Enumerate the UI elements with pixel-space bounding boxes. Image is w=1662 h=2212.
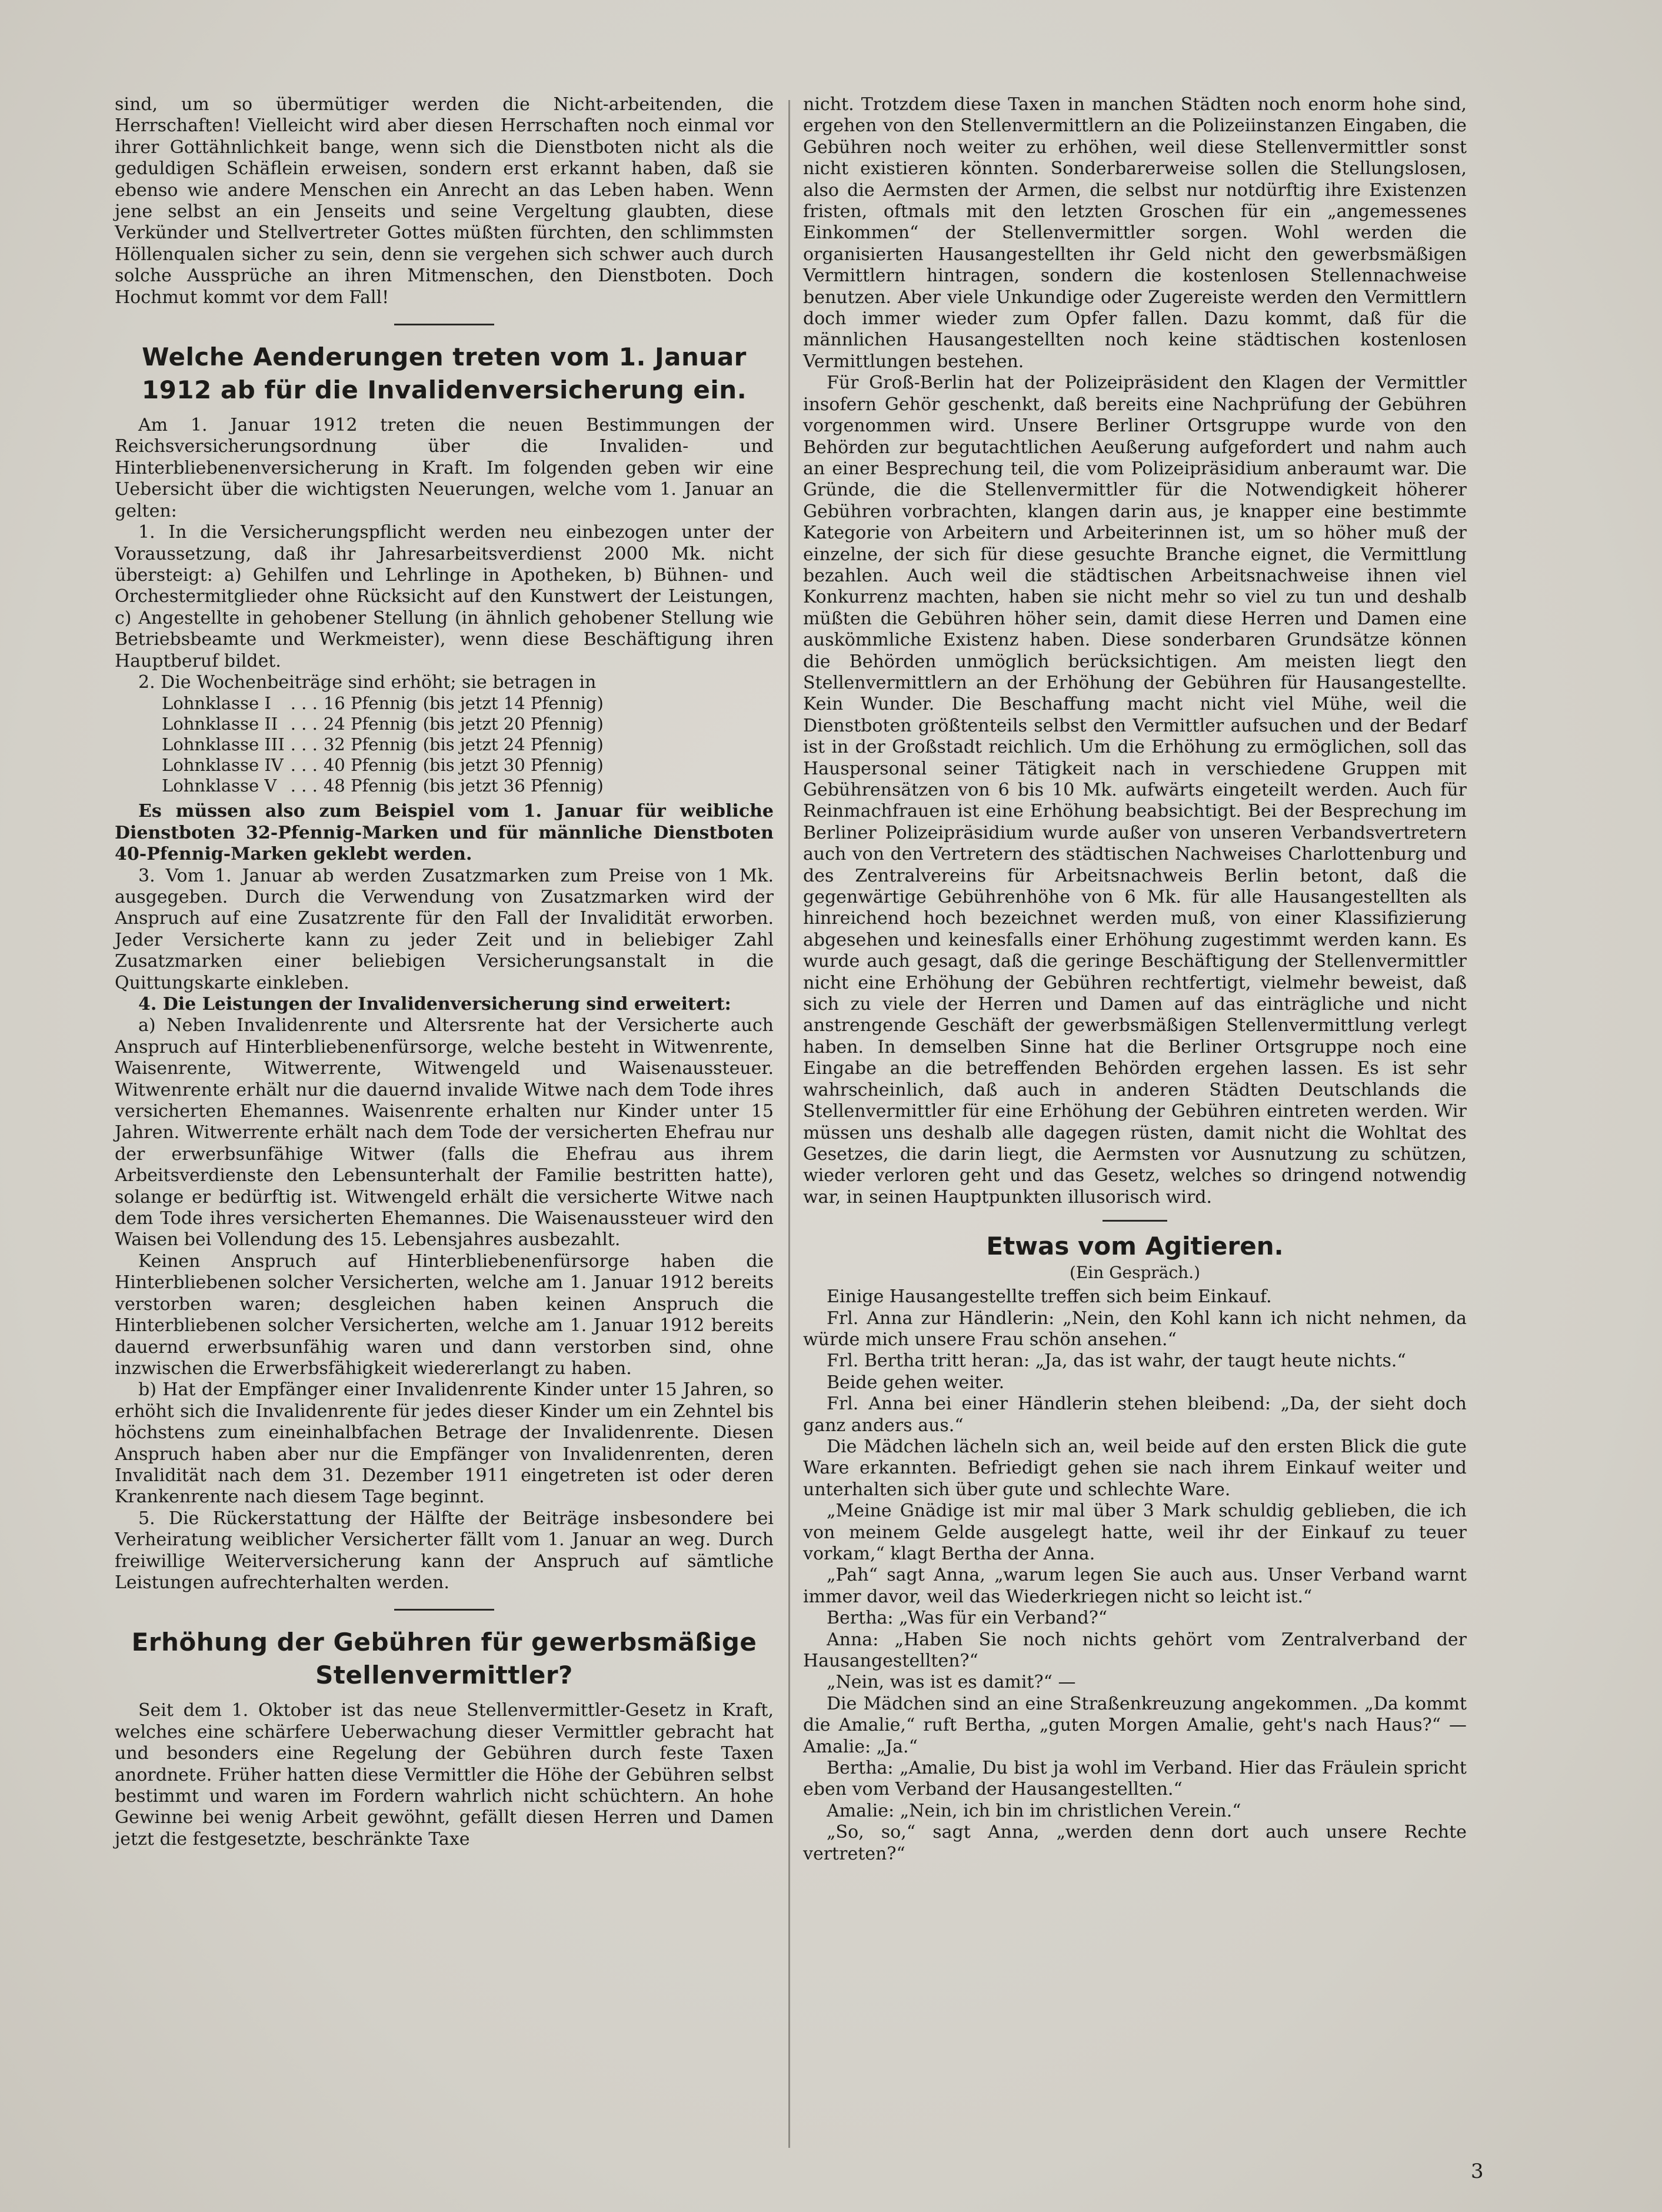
lohnklasse-cell: Lohnklasse III (162, 734, 285, 755)
dialogue-line: „So, so,“ sagt Anna, „werden denn dort auch unsere Rechte vertreten?“ (803, 1822, 1467, 1864)
heading-invalidenversicherung: Welche Aenderungen treten vom 1. Januar 1912 ab für die Invalidenversicherung ein. (141, 342, 747, 405)
column-divider (788, 100, 790, 2148)
bisher-cell: (bis jetzt 36 Pfennig) (422, 776, 604, 796)
paragraph-1: 1. In die Versicherungspflicht werden neu einbezogen unter der Voraussetzung, daß ihr Jahresarbeitsverdienst 2000 Mk. nicht übersteigt: a) Gehilfen und Lehrlinge in Apotheken, b) Bühnen- und Orchestermitglieder ohne Rücksicht auf den Kunstwert der Leistungen, c) Angestellte in gehobener Stellung (in ähnlich gehobener Stellung wie Betriebsbeamte und Werkmeister), wenn diese Beschäftigung ihren Hauptberuf bildet. (115, 522, 774, 671)
lohnklasse-cell: Lohnklasse I (162, 693, 271, 714)
dialogue-line: Frl. Anna zur Händlerin: „Nein, den Kohl kann ich nicht nehmen, da würde mich unsere Frau schön ansehen.“ (803, 1308, 1467, 1350)
table-row (162, 714, 609, 734)
dialogue-line: Beide gehen weiter. (827, 1372, 1005, 1393)
dialogue-line: Bertha: „Was für ein Verband?“ (827, 1608, 1108, 1629)
heading-stellenvermittler: Erhöhung der Gebühren für gewerbsmäßige Stellenvermittler? (131, 1628, 757, 1690)
paragraph-4: 4. Die Leistungen der Invalidenversicherung sind erweitert: (138, 994, 731, 1014)
dialogue-line: Die Mädchen sind an eine Straßenkreuzung angekommen. „Da kommt die Amalie,“ ruft Bertha, „guten Morgen Amalie, geht's nach Haus?“ — Amalie: „Ja.“ (803, 1693, 1467, 1757)
lohnklasse-cell: Lohnklasse V (162, 776, 277, 796)
dots-cell: . . . (290, 755, 318, 776)
paragraph-4b: b) Hat der Empfänger einer Invalidenrente Kinder unter 15 Jahren, so erhöht sich die Invalidenrente für jedes dieser Kinder um ein Zehntel bis höchstens zum eineinhalbfachen Betrage der Invalidenrente. Diesen Anspruch haben aber nur die Empfänger von Invalidenrenten, deren Invalidität nach dem 31. Dezember 1911 eingetreten ist oder deren Krankenrente nach diesem Tage beginnt. (115, 1379, 774, 1508)
paragraph-seit: Seit dem 1. Oktober ist das neue Stellenvermittler-Gesetz in Kraft, welches eine schärfere Ueberwachung dieser Vermittler gebracht hat und besonders eine Regelung der Gebühren durch feste Taxen anordnete. Früher hatten diese Vermittler die Höhe der Gebühren selbst bestimmt und waren im Fordern wahrlich nicht schüchtern. An hohe Gewinne bei wenig Arbeit gewöhnt, gefällt diesen Herren und Damen jetzt die festgesetzte, beschränkte Taxe (115, 1700, 774, 1850)
paragraph-gross-berlin: Für Groß-Berlin hat der Polizeipräsident den Klagen der Vermittler insofern Gehör geschenkt, daß bereits eine Nachprüfung der Gebühren vorgenommen wird. Unsere Berliner Ortsgruppe wurde von den Behörden zur begutachtlichen Aeußerung aufgefordert und nahm auch an einer Besprechung teil, die vom Polizeipräsidium anberaumt war. Die Gründe, die die Stellenvermittler für die Notwendigkeit höherer Gebühren vorbrachten, klangen darin aus, je knapper eine bestimmte Kategorie von Arbeitern und Arbeiterinnen ist, um so höher muß der einzelne, der sich für diese gesuchte Branche eignet, die Vermittlung bezahlen. Auch weil die städtischen Arbeitsnachweise ihnen viel Konkurrenz machten, haben sie nicht mehr so viel zu tun und deshalb müßten die Gebühren höher sein, damit diese Herren und Damen eine auskömmliche Existenz haben. Diese sonderbaren Grundsätze können die Behörden unmöglich berücksichtigen. Am meisten liegt den Stellenvermittlern an der Erhöhung der Gebühren für Hausangestellte. Kein Wunder. Die Beschaffung macht nicht viel Mühe, weil die Dienstboten größtenteils selbst den Vermittler aufsuchen und der Bedarf ist in der Großstadt reichlich. Um die Erhöhung zu ermöglichen, soll das Hauspersonal seiner Tätigkeit nach in verschiedene Gruppen mit Gebührensätzen von 6 bis 10 Mk. aufwärts eingeteilt werden. Auch für Reinmachfrauen ist eine Erhöhung beabsichtigt. Bei der Besprechung im Berliner Polizeipräsidium wurde außer von unseren Verbandsvertretern auch von den Vertretern des städtischen Nachweises Charlottenburg und des Zentralvereins für Arbeitsnachweis Berlin betont, daß die gegenwärtige Gebührenhöhe von 6 Mk. für alle Hausangestellten als hinreichend hoch bezeichnet werden muß, von einer Klassifizierung abgesehen und keinesfalls einer Erhöhung zugestimmt werden kann. Es wurde auch gesagt, daß die geringe Beschäftigung der Stellenvermittler nicht eine Erhöhung der Gebühren rechtfertigt, vielmehr beweist, daß sich zu viele der Herren und Damen auf das einträgliche und nicht anstrengende Geschäft der gewerbsmäßigen Stellenvermittlung verlegt haben. In demselben Sinne hat die Berliner Ortsgruppe noch eine Eingabe an die betreffenden Behörden ergehen lassen. Es ist sehr wahrscheinlich, daß auch in anderen Städten Deutschlands die Stellenvermittler für eine Erhöhung der Gebühren eintreten werden. Wir müssen uns deshalb alle dagegen rüsten, damit nicht die Wohltat des Gesetzes, die darin liegt, die Aermsten vor Ausnutzung zu schützen, wieder verloren geht und das Gesetz, welches so dringend notwendig war, in seinen Hauptpunkten illusorisch wird. (803, 372, 1467, 1208)
table-row (162, 755, 609, 776)
bisher-cell: (bis jetzt 20 Pfennig) (422, 714, 604, 734)
dialogue-line: „Meine Gnädige ist mir mal über 3 Mark schuldig geblieben, die ich von meinem Gelde ausgelegt hatte, weil ihr der Einkauf zu teuer vorkam,“ klagt Bertha der Anna. (803, 1501, 1467, 1564)
paragraph-am: Am 1. Januar 1912 treten die neuen Bestimmungen der Reichsversicherungsordnung über die Invaliden- und Hinterbliebenenversicherung in Kraft. Im folgenden geben wir eine Uebersicht über die wichtigsten Neuerungen, welche vom 1. Januar an gelten: (115, 415, 774, 521)
section-rule (1103, 1220, 1167, 1222)
dialogue-line: Frl. Anna bei einer Händlerin stehen bleibend: „Da, der sieht doch ganz anders aus.“ (803, 1393, 1467, 1436)
beitrag-cell: 16 Pfennig (323, 693, 417, 714)
dialogue-line: Anna: „Haben Sie noch nichts gehört vom Zentralverband der Hausangestellten?“ (803, 1629, 1467, 1672)
paragraph-4a-keinen: Keinen Anspruch auf Hinterbliebenenfürsorge haben die Hinterbliebenen solcher Versicherten, welche am 1. Januar 1912 bereits verstorben waren; desgleichen haben keinen Anspruch die Hinterbliebenen solcher Versicherten, welche am 1. Januar 1912 bereits dauernd erwerbsunfähig waren und dann verstorben sind, ohne inzwischen die Erwerbsfähigkeit wiedererlangt zu haben. (115, 1250, 774, 1379)
dialogue-line: Frl. Bertha tritt heran: „Ja, das ist wahr, der taugt heute nichts.“ (827, 1351, 1406, 1372)
section-rule (394, 324, 494, 325)
bisher-cell: (bis jetzt 24 Pfennig) (422, 734, 604, 755)
dialogue-line: Die Mädchen lächeln sich an, weil beide auf den ersten Blick die gute Ware erkannten. Befriedigt gehen sie nach ihrem Einkauf weiter und unterhalten sich über gute und schlechte Ware. (803, 1436, 1467, 1500)
bisher-cell: (bis jetzt 14 Pfennig) (422, 693, 604, 714)
subheading-gespraech: (Ein Gespräch.) (1069, 1263, 1201, 1283)
heading-agitieren: Etwas vom Agitieren. (986, 1232, 1284, 1261)
page-number: 3 (1471, 2160, 1484, 2183)
right-column (803, 94, 1467, 1865)
dialogue-line: „Nein, was ist es damit?“ — (827, 1672, 1076, 1693)
dots-cell: . . . (290, 776, 318, 796)
paragraph-nicht: nicht. Trotzdem diese Taxen in manchen Städten noch enorm hohe sind, ergehen von den Stellenvermittlern an die Polizeiinstanzen Eingaben, die Gebühren noch weiter zu erhöhen, weil diese Stellenvermittler sonst nicht existieren könnten. Sonderbarerweise sollen die Stellungslosen, also die Aermsten der Armen, die selbst nur notdürftig ihre Existenzen fristen, oftmals mit den letzten Groschen für ein „angemessenes Einkommen“ der Stellenvermittler sorgen. Wohl werden die organisierten Hausangestellten ihr Geld nicht den gewerbsmäßigen Vermittlern hintragen, sondern die kostenlosen Stellennachweise benutzen. Aber viele Unkundige oder Zugereiste werden den Vermittlern doch immer wieder zum Opfer fallen. Dazu kommt, daß für die männlichen Hausangestellten noch keine städtischen kostenlosen Vermittlungen bestehen. (803, 94, 1467, 372)
dialogue-line: „Pah“ sagt Anna, „warum legen Sie auch aus. Unser Verband warnt immer davor, weil das Wiederkriegen nicht so leicht ist.“ (803, 1565, 1467, 1607)
paragraph-5: 5. Die Rückerstattung der Hälfte der Beiträge insbesondere bei Verheiratung weiblicher Versicherter fällt vom 1. Januar an weg. Durch freiwillige Weiterversicherung kann der Anspruch auf sämtliche Leistungen aufrechterhalten werden. (115, 1508, 774, 1593)
paragraph-2: 2. Die Wochenbeiträge sind erhöht; sie betragen in (138, 671, 597, 693)
table-row (162, 693, 609, 714)
dots-cell: . . . (290, 693, 318, 714)
table-row (162, 776, 609, 796)
intro-paragraph: sind, um so übermütiger werden die Nicht-arbeitenden, die Herrschaften! Vielleicht wird aber diesen Herrschaften noch einmal vor ihrer Gottähnlichkeit bange, wenn sich die Dienstboten nicht als die geduldigen Schäflein erweisen, sondern erst erkannt haben, daß sie ebenso wie andere Menschen ein Anrecht an das Leben haben. Wenn jene selbst an ein Jenseits und seine Vergeltung glaubten, diese Verkünder und Stellvertreter Gottes müßten fürchten, den schlimmsten Höllenqualen sicher zu sein, denn sie vergehen sich schwer auch durch solche Aussprüche an ihren Mitmenschen, den Dienstboten. Doch Hochmut kommt vor dem Fall! (115, 94, 774, 308)
paragraph-es-muessen: Es müssen also zum Beispiel vom 1. Januar für weibliche Dienstboten 32-Pfennig-Marken und für männliche Dienstboten 40-Pfennig-Marken geklebt werden. (115, 801, 774, 865)
lohnklasse-cell: Lohnklasse IV (162, 755, 284, 776)
table-row (162, 734, 609, 755)
beitrag-cell: 24 Pfennig (323, 714, 417, 734)
paragraph-3: 3. Vom 1. Januar ab werden Zusatzmarken zum Preise von 1 Mk. ausgegeben. Durch die Verwendung von Zusatzmarken wird der Anspruch auf eine Zusatzrente für den Fall der Invalidität erworben. Jeder Versicherte kann zu jeder Zeit und in beliebiger Zahl Zusatzmarken einer beliebigen Versicherungsanstalt in die Quittungskarte einkleben. (115, 865, 774, 993)
left-column (115, 94, 774, 1850)
beitrag-cell: 32 Pfennig (323, 734, 417, 755)
wochenbeitraege-table (162, 693, 609, 796)
dialogue-line: Einige Hausangestellte treffen sich beim Einkauf. (827, 1286, 1272, 1308)
bisher-cell: (bis jetzt 30 Pfennig) (422, 755, 604, 776)
dots-cell: . . . (290, 734, 318, 755)
dialogue-line: Bertha: „Amalie, Du bist ja wohl im Verband. Hier das Fräulein spricht eben vom Verband der Hausangestellten.“ (803, 1758, 1467, 1800)
dots-cell: . . . (290, 714, 318, 734)
lohnklasse-cell: Lohnklasse II (162, 714, 278, 734)
dialogue-line: Amalie: „Nein, ich bin im christlichen Verein.“ (827, 1800, 1241, 1821)
beitrag-cell: 40 Pfennig (323, 755, 417, 776)
section-rule (394, 1609, 494, 1611)
paragraph-4a: a) Neben Invalidenrente und Altersrente hat der Versicherte auch Anspruch auf Hinterbliebenenfürsorge, welche besteht in Witwenrente, Waisenrente, Witwerrente, Witwengeld und Waisenaussteuer. Witwenrente erhält nur die dauernd invalide Witwe nach dem Tode ihres versicherten Ehemannes. Waisenrente erhalten nur Kinder unter 15 Jahren. Witwerrente erhält nach dem Tode der versicherten Ehefrau nur der erwerbsunfähige Witwer (falls die Ehefrau aus ihrem Arbeitsverdienste den Lebensunterhalt der Familie bestritten hatte), solange er bedürftig ist. Witwengeld erhält die versicherte Witwe nach dem Tode ihres versicherten Ehemannes. Die Waisenaussteuer wird den Waisen bei Vollendung des 15. Lebensjahres ausbezahlt. (115, 1015, 774, 1250)
beitrag-cell: 48 Pfennig (323, 776, 417, 796)
